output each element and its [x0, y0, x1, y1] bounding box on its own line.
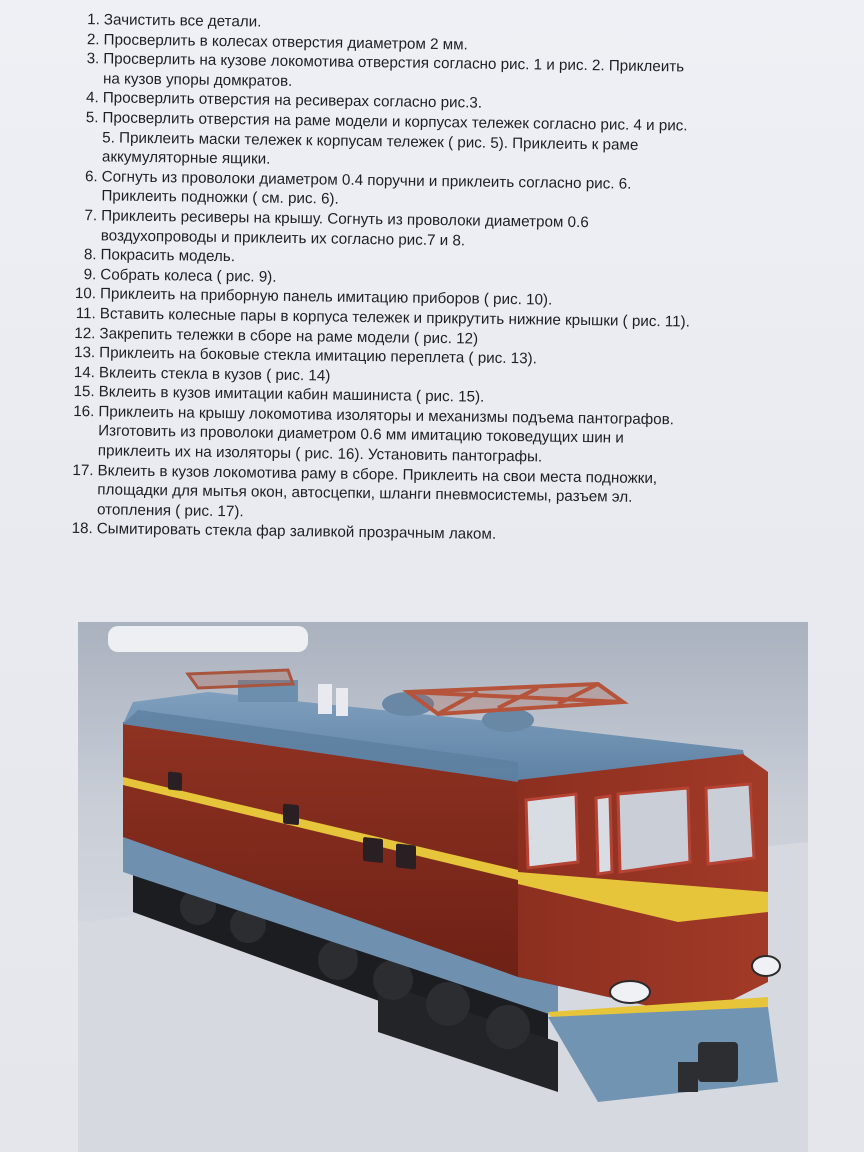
step-text: Просверлить в колесах отверстия диаметром 2 мм. [103, 30, 468, 54]
step-text: Закрепить тележки в сборе на раме модели ( рис. 12) [99, 324, 479, 348]
step-number: 2. [86, 30, 100, 48]
step-text: Приклеить на крышу локомотива изоляторы и механизмы подъема пантографов. Изготовить из проволоки диаметром 0.6 мм имитацию токоведущих шин и приклеить их на изоляторы ( рис. 16). Установить пантографы. [97, 403, 675, 466]
step-number: 12. [74, 324, 96, 342]
step-text: Собрать колеса ( рис. 9). [100, 266, 277, 286]
step-number: 10. [74, 285, 97, 303]
step-number: 15. [73, 383, 95, 401]
step-number: 6. [84, 167, 98, 186]
step-text: Покрасить модель. [100, 246, 236, 266]
pantograph-rear [188, 670, 293, 688]
step-text: Приклеить на приборную панель имитацию приборов ( рис. 10). [99, 285, 553, 309]
blurred-patch [108, 626, 308, 652]
step-number: 9. [83, 265, 97, 283]
step-text: Просверлить отверстия на раме модели и корпусах тележек согласно рис. 4 и рис. 5. Приклеить маски тележек к корпусам тележек ( рис. 5). Приклеить к раме аккумуляторные ящики. [101, 109, 688, 168]
locomotive-model-photo [78, 622, 808, 1152]
step-number: 18. [71, 520, 93, 538]
step-number: 5. [85, 109, 99, 127]
step-text: Согнуть из проволоки диаметром 0.4 поручни и приклеить согласно рис. 6. Приклеить подножки ( см. рис. 6). [101, 168, 632, 208]
assembly-instructions-list [73, 10, 700, 548]
step-text: Вклеить в кузов имитации кабин машиниста ( рис. 15). [98, 383, 485, 406]
step-text: Вклеить в кузов локомотива раму в сборе. Приклеить на свои места подножки, площадки для мытья окон, автосцепки, шланги пневмосистемы, разъем эл. отопления ( рис. 17). [96, 461, 658, 521]
step-text: Сымитировать стекла фар заливкой прозрачным лаком. [96, 520, 497, 544]
step-text: Просверлить отверстия на ресиверах согласно рис.3. [102, 89, 483, 112]
step-text: Приклеить на боковые стекла имитацию переплета ( рис. 13). [99, 344, 538, 368]
instruction-step [74, 402, 695, 469]
step-text: Зачистить все детали. [103, 11, 262, 31]
step-number: 3. [86, 50, 100, 68]
step-number: 16. [73, 402, 95, 421]
step-number: 4. [85, 89, 99, 107]
step-text: Вставить колесные пары в корпуса тележек и прикрутить нижние крышки ( рис. 11). [99, 305, 691, 331]
cab-windows [526, 784, 754, 874]
instruction-step [73, 461, 694, 528]
step-text: Вклеить стекла в кузов ( рис. 14) [98, 363, 331, 385]
step-number: 17. [72, 461, 94, 479]
step-number: 13. [73, 344, 96, 362]
step-number: 8. [83, 246, 97, 264]
instruction-step [78, 108, 699, 175]
step-text: Просверлить на кузове локомотива отверстия согласно рис. 1 и рис. 2. Приклеить на кузов упоры домкратов. [102, 50, 685, 90]
step-text: Приклеить ресиверы на крышу. Согнуть из проволоки диаметром 0.6 воздухопроводы и приклеить их согласно рис.7 и 8. [100, 207, 589, 249]
locomotive-illustration [78, 622, 808, 1152]
step-number: 1. [87, 11, 100, 29]
step-number: 14. [73, 363, 96, 381]
step-number: 7. [84, 207, 98, 225]
step-number: 11. [75, 304, 96, 323]
